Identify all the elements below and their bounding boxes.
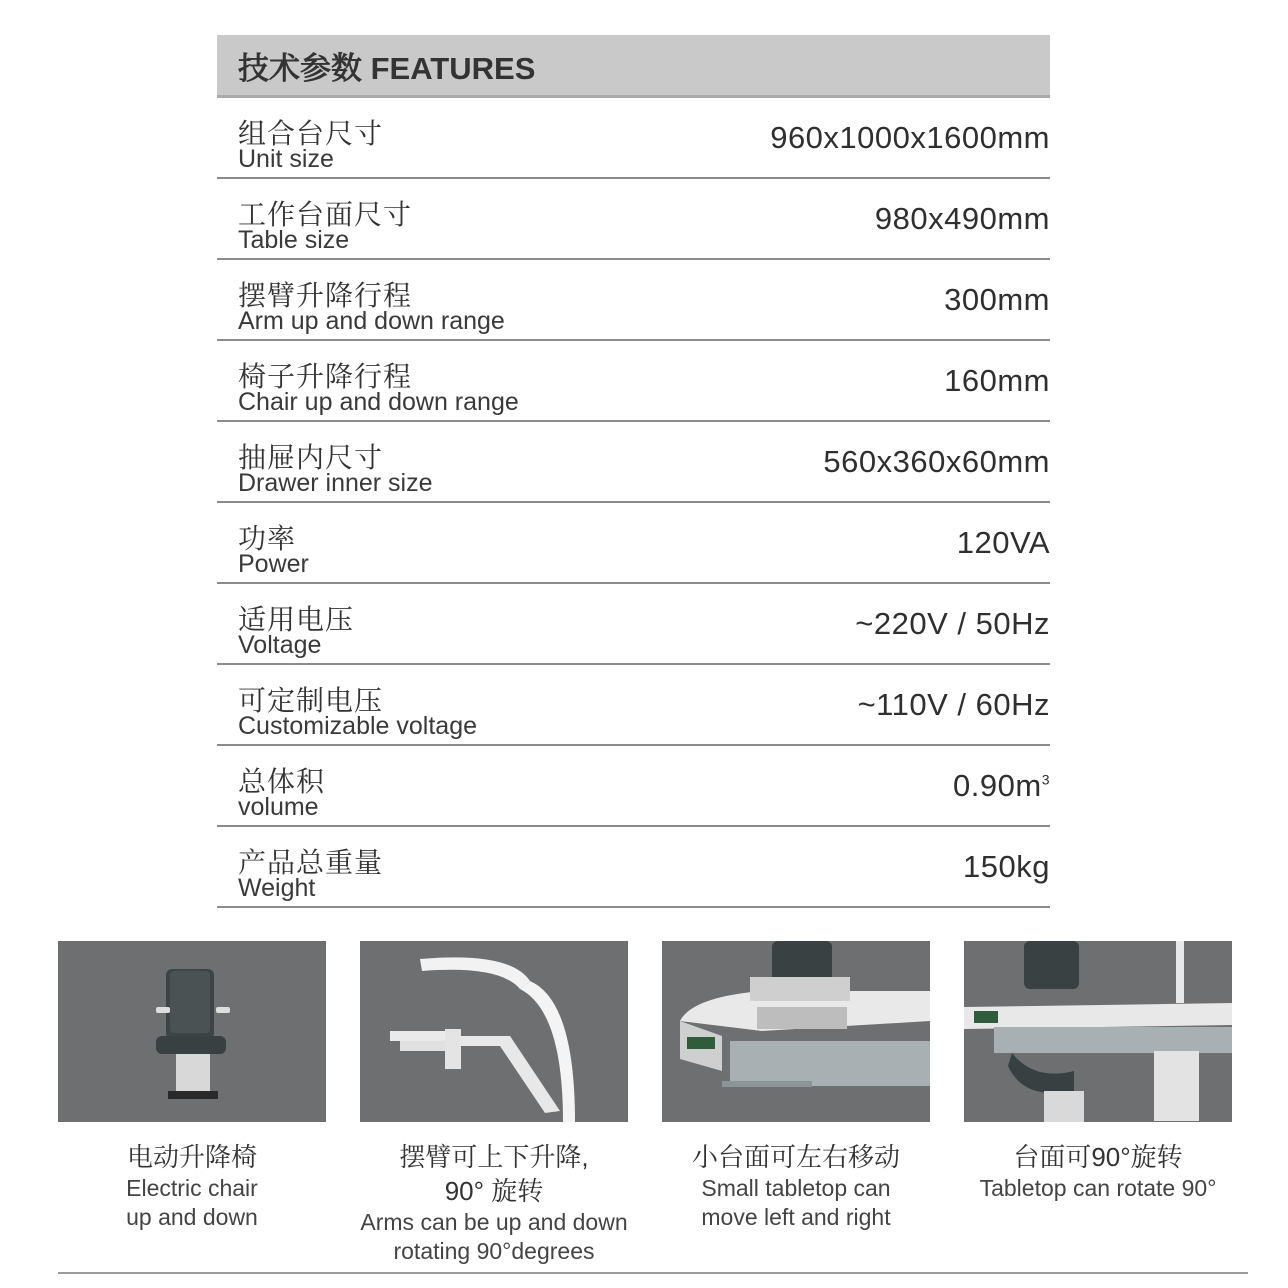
spec-label-zh: 组合台尺寸 — [238, 118, 384, 149]
spec-row — [217, 503, 1050, 584]
spec-label-zh: 功率 — [238, 523, 297, 554]
arm-lamp-photo — [360, 941, 628, 1122]
feature-caption-en: Tabletop can rotate 90° — [979, 1175, 1217, 1201]
spec-label-en: Customizable voltage — [238, 712, 478, 740]
sliding-tabletop-photo — [662, 941, 930, 1122]
feature-electric-chair — [58, 941, 326, 1232]
spec-label-en: Drawer inner size — [238, 469, 433, 497]
spec-table — [217, 35, 1050, 908]
spec-table-header: 技术参数 FEATURES — [217, 35, 1050, 98]
spec-value-text: 300mm — [944, 282, 1050, 317]
spec-label-zh: 可定制电压 — [238, 685, 384, 716]
spec-value — [944, 363, 1050, 399]
feature-rotating-tabletop — [964, 941, 1232, 1203]
spec-value-text: 960x1000x1600mm — [770, 120, 1050, 155]
rotating-tabletop-photo — [964, 941, 1232, 1122]
spec-label-en: Voltage — [238, 631, 322, 659]
chair-photo — [58, 941, 326, 1122]
spec-label-en: Unit size — [238, 145, 334, 173]
spec-value — [823, 444, 1050, 480]
spec-value-superscript: 3 — [1041, 771, 1050, 788]
spec-label-zh: 椅子升降行程 — [238, 361, 413, 392]
spec-label-en: Power — [238, 550, 309, 578]
spec-label-en: volume — [238, 793, 319, 821]
feature-caption-zh: 台面可90°旋转 — [1013, 1142, 1183, 1172]
spec-row — [217, 179, 1050, 260]
spec-label-en: Chair up and down range — [238, 388, 519, 416]
feature-caption-en: Arms can be up and down rotating 90°degrees — [360, 1209, 628, 1264]
spec-value-text: 560x360x60mm — [823, 444, 1050, 479]
spec-value — [770, 120, 1050, 156]
spec-label-zh: 工作台面尺寸 — [238, 199, 413, 230]
feature-arm-lift — [360, 941, 628, 1266]
spec-value-text: ~220V / 50Hz — [855, 606, 1050, 641]
bottom-divider — [58, 1272, 1248, 1274]
spec-value-text: 120VA — [956, 525, 1050, 560]
feature-caption-en: Electric chair up and down — [126, 1175, 258, 1230]
feature-caption-zh: 小台面可左右移动 — [691, 1142, 900, 1172]
spec-label-zh: 总体积 — [238, 766, 326, 797]
spec-row — [217, 665, 1050, 746]
spec-value — [858, 687, 1050, 723]
spec-value — [944, 282, 1050, 318]
spec-label-zh: 适用电压 — [238, 604, 355, 635]
spec-value-text: 980x490mm — [874, 201, 1050, 236]
spec-row — [217, 98, 1050, 179]
spec-label-en: Arm up and down range — [238, 307, 505, 335]
feature-caption-en: Small tabletop can move left and right — [701, 1175, 891, 1230]
feature-caption-zh: 摆臂可上下升降, 90° 旋转 — [399, 1142, 589, 1206]
spec-value-text: 160mm — [944, 363, 1050, 398]
spec-row — [217, 341, 1050, 422]
spec-row — [217, 584, 1050, 665]
feature-sliding-tabletop — [662, 941, 930, 1232]
spec-row — [217, 422, 1050, 503]
spec-row — [217, 827, 1050, 908]
spec-row — [217, 260, 1050, 341]
spec-value-text: 150kg — [963, 849, 1050, 884]
spec-rows — [217, 98, 1050, 908]
spec-label-zh: 摆臂升降行程 — [238, 280, 413, 311]
spec-value — [957, 525, 1050, 561]
spec-label-en: Weight — [238, 874, 316, 902]
spec-value-text: ~110V / 60Hz — [857, 687, 1050, 722]
feature-caption-zh: 电动升降椅 — [126, 1142, 257, 1172]
spec-value-text: 0.90m — [953, 768, 1042, 803]
spec-value — [953, 768, 1050, 804]
spec-value — [875, 201, 1050, 237]
spec-value — [963, 849, 1050, 885]
spec-label-zh: 抽屉内尺寸 — [238, 442, 384, 473]
spec-row — [217, 746, 1050, 827]
spec-label-en: Table size — [238, 226, 350, 254]
spec-label-zh: 产品总重量 — [238, 847, 384, 878]
spec-value — [855, 606, 1050, 642]
